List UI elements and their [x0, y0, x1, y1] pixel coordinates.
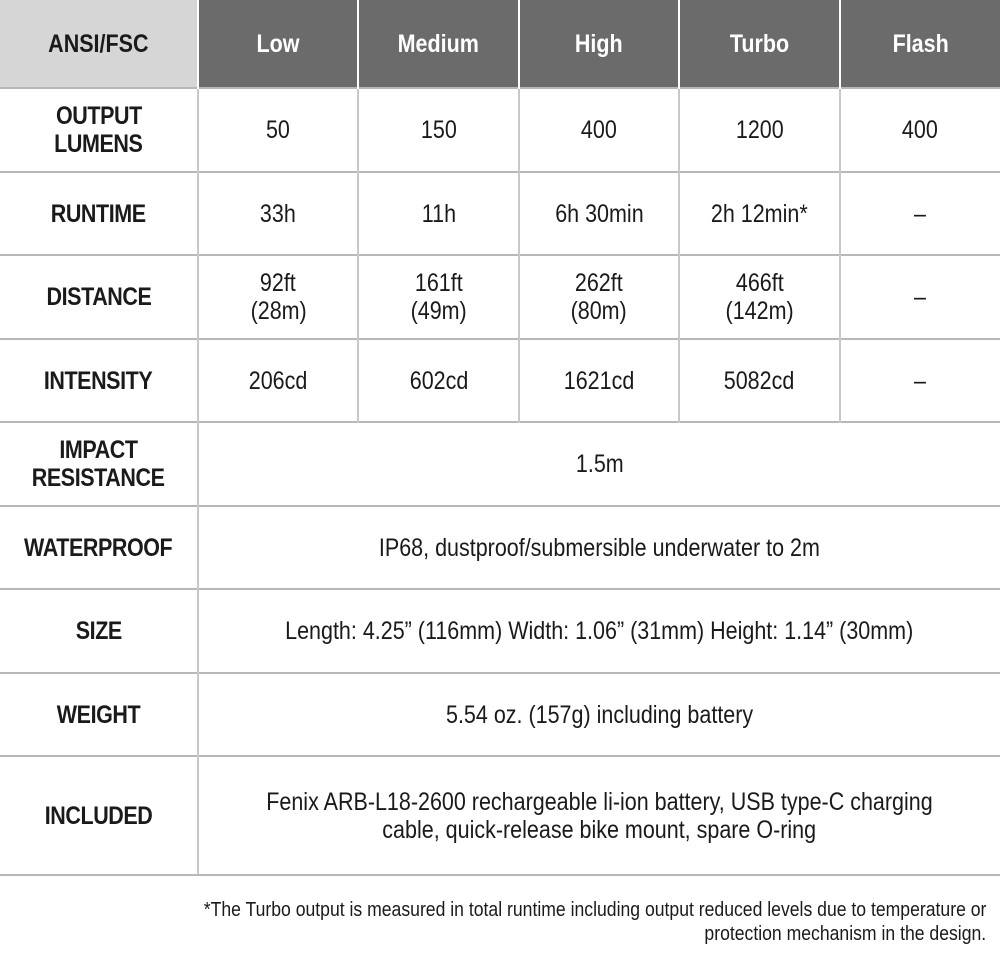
- cell-distance-medium: 161ft (49m): [358, 255, 518, 339]
- row-size: [0, 589, 1000, 673]
- row-label-waterproof: WATERPROOF: [0, 506, 198, 589]
- cell-intensity-medium: 602cd: [358, 339, 518, 422]
- cell-output-low: 50: [198, 88, 358, 172]
- row-weight: [0, 673, 1000, 756]
- cell-intensity-low: 206cd: [198, 339, 358, 422]
- header-mode-medium: Medium: [358, 0, 518, 88]
- header-mode-high: High: [519, 0, 679, 88]
- row-label-size: SIZE: [0, 589, 198, 673]
- cell-output-turbo: 1200: [679, 88, 839, 172]
- cell-runtime-medium: 11h: [358, 172, 518, 255]
- row-output: [0, 88, 1000, 172]
- cell-impact-resistance: 1.5m: [198, 422, 1000, 506]
- row-label-weight: WEIGHT: [0, 673, 198, 756]
- cell-included: Fenix ARB-L18-2600 rechargeable li-ion battery, USB type-C charging cable, quick-release bike mount, spare O-ring: [198, 756, 1000, 875]
- cell-distance-high: 262ft (80m): [519, 255, 679, 339]
- cell-distance-turbo: 466ft (142m): [679, 255, 839, 339]
- header-mode-turbo: Turbo: [679, 0, 839, 88]
- row-intensity: [0, 339, 1000, 422]
- cell-size: Length: 4.25” (116mm) Width: 1.06” (31mm) Height: 1.14” (30mm): [198, 589, 1000, 673]
- row-label-output: OUTPUT LUMENS: [0, 88, 198, 172]
- row-runtime: [0, 172, 1000, 255]
- row-label-impact-resistance: IMPACT RESISTANCE: [0, 422, 198, 506]
- cell-intensity-high: 1621cd: [519, 339, 679, 422]
- cell-runtime-high: 6h 30min: [519, 172, 679, 255]
- footnote: [66, 898, 986, 946]
- cell-runtime-turbo: 2h 12min*: [679, 172, 839, 255]
- footnote-line-2: protection mechanism in the design.: [704, 923, 986, 945]
- cell-output-flash: 400: [840, 88, 1000, 172]
- header-corner: ANSI/FSC: [0, 0, 198, 88]
- cell-distance-flash: –: [840, 255, 1000, 339]
- header-row: [0, 0, 1000, 88]
- row-impact-resistance: [0, 422, 1000, 506]
- cell-output-medium: 150: [358, 88, 518, 172]
- row-label-intensity: INTENSITY: [0, 339, 198, 422]
- row-included: [0, 756, 1000, 875]
- footnote-line-1: *The Turbo output is measured in total runtime including output reduced levels due to temperature or: [203, 899, 986, 921]
- row-distance: [0, 255, 1000, 339]
- row-waterproof: [0, 506, 1000, 589]
- row-label-distance: DISTANCE: [0, 255, 198, 339]
- cell-intensity-turbo: 5082cd: [679, 339, 839, 422]
- cell-intensity-flash: –: [840, 339, 1000, 422]
- row-label-runtime: RUNTIME: [0, 172, 198, 255]
- row-label-included: INCLUDED: [0, 756, 198, 875]
- cell-output-high: 400: [519, 88, 679, 172]
- cell-runtime-flash: –: [840, 172, 1000, 255]
- cell-weight: 5.54 oz. (157g) including battery: [198, 673, 1000, 756]
- cell-distance-low: 92ft (28m): [198, 255, 358, 339]
- header-mode-low: Low: [198, 0, 358, 88]
- header-mode-flash: Flash: [840, 0, 1000, 88]
- cell-runtime-low: 33h: [198, 172, 358, 255]
- cell-waterproof: IP68, dustproof/submersible underwater to 2m: [198, 506, 1000, 589]
